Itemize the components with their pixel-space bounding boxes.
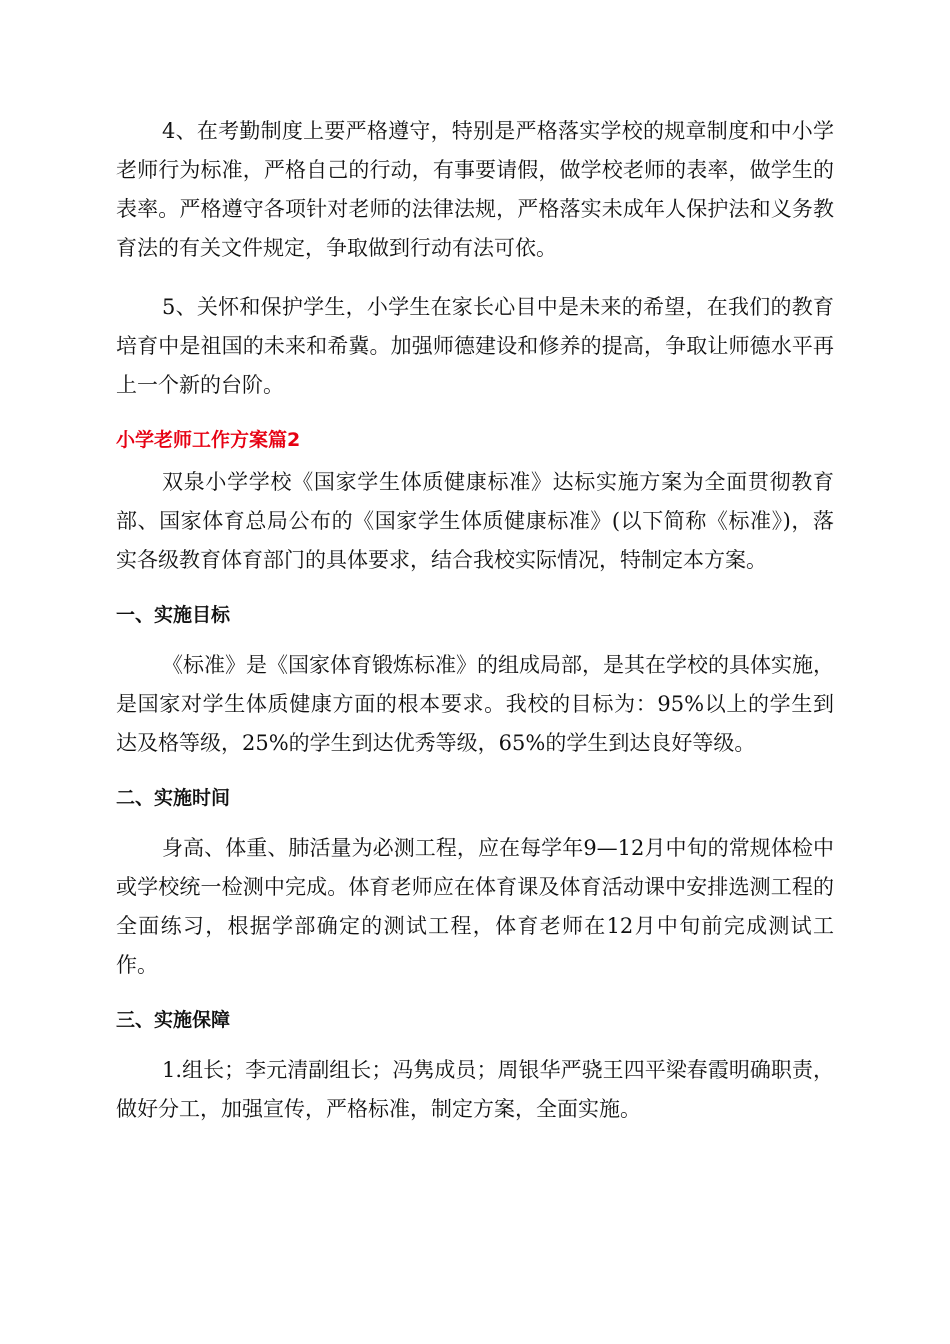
- section-heading-goals: 一、实施目标: [116, 604, 231, 626]
- intro-paragraph: 双泉小学学校《国家学生体质健康标准》达标实施方案为全面贯彻教育部、国家体育总局公布的《国家学生体质健康标准》(以下简称《标准》)，落实各级教育体育部门的具体要求，结合我校实际情况，特制定本方案。: [116, 470, 834, 572]
- section-heading-support: 三、实施保障: [116, 1009, 231, 1031]
- section-body-time: 身高、体重、肺活量为必测工程，应在每学年9—12月中旬的常规体检中或学校统一检测中完成。体育老师应在体育课及体育活动课中安排选测工程的全面练习，根据学部确定的测试工程，体育老师在12月中旬前完成测试工作。: [116, 836, 834, 977]
- document-body: [116, 112, 834, 1129]
- section-body-support: 1.组长；李元清副组长；冯隽成员；周银华严骁王四平梁春霞明确职责，做好分工，加强宣传，严格标准，制定方案，全面实施。: [116, 1058, 834, 1121]
- paragraph-item-4: 4、在考勤制度上要严格遵守，特别是严格落实学校的规章制度和中小学老师行为标准，严格自己的行动，有事要请假，做学校老师的表率，做学生的表率。严格遵守各项针对老师的法律法规，严格落实未成年人保护法和义务教育法的有关文件规定，争取做到行动有法可依。: [116, 119, 834, 260]
- article-title: 小学老师工作方案篇2: [116, 429, 301, 451]
- section-heading-time: 二、实施时间: [116, 787, 231, 809]
- paragraph-item-5: 5、关怀和保护学生，小学生在家长心目中是未来的希望，在我们的教育培育中是祖国的未来和希冀。加强师德建设和修养的提高，争取让师德水平再上一个新的台阶。: [116, 295, 834, 397]
- section-body-goals: 《标准》是《国家体育锻炼标准》的组成局部，是其在学校的具体实施，是国家对学生体质健康方面的根本要求。我校的目标为：95%以上的学生到达及格等级，25%的学生到达优秀等级，65%的学生到达良好等级。: [116, 653, 834, 755]
